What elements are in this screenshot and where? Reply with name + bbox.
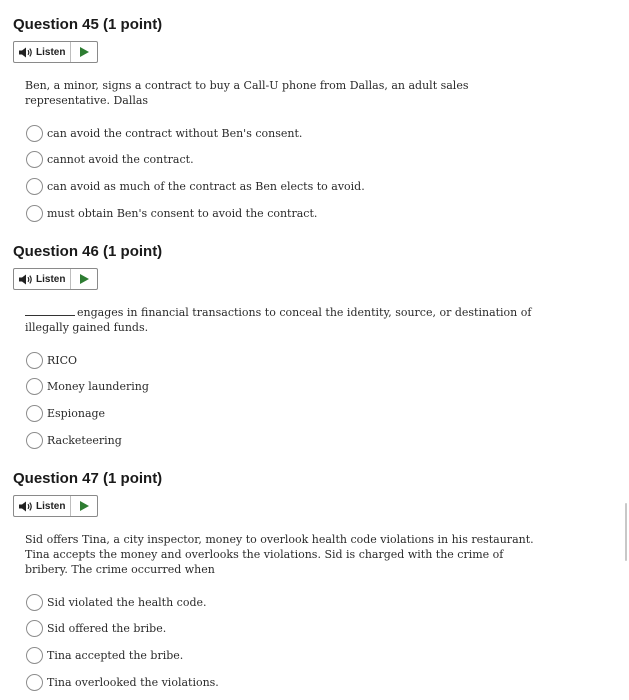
play-icon [80, 274, 89, 284]
radio-button[interactable] [26, 125, 43, 142]
answer-option[interactable] [26, 147, 613, 174]
question-text-wrapper [25, 305, 545, 335]
answer-option[interactable] [26, 427, 613, 454]
listen-label-area[interactable] [14, 42, 71, 62]
play-icon [80, 47, 89, 57]
question-text: Ben, a minor, signs a contract to buy a Call-U phone from Dallas, an adult sales representative. Dallas [25, 79, 469, 107]
listen-button[interactable] [13, 41, 98, 63]
answer-option[interactable] [26, 200, 613, 227]
answer-options [26, 589, 613, 695]
option-label: must obtain Ben's consent to avoid the contract. [47, 206, 318, 220]
answer-option[interactable] [26, 374, 613, 401]
question-number: Question 47 [13, 470, 99, 487]
radio-button[interactable] [26, 352, 43, 369]
answer-option[interactable] [26, 120, 613, 147]
listen-label-area[interactable] [14, 496, 71, 516]
scrollbar-thumb[interactable] [625, 503, 627, 561]
question-points: (1 point) [103, 16, 163, 33]
listen-label: Listen [36, 273, 66, 285]
listen-button[interactable] [13, 268, 98, 290]
question-title [13, 16, 613, 34]
answer-options [26, 347, 613, 453]
option-label: RICO [47, 353, 78, 367]
play-button[interactable] [71, 496, 97, 516]
question-points: (1 point) [103, 243, 163, 260]
answer-option[interactable] [26, 400, 613, 427]
answer-option[interactable] [26, 642, 613, 669]
listen-button[interactable] [13, 495, 98, 517]
option-label: Money laundering [47, 380, 149, 394]
answer-option[interactable] [26, 173, 613, 200]
option-label: Sid violated the health code. [47, 595, 207, 609]
option-label: cannot avoid the contract. [47, 153, 194, 167]
option-label: can avoid the contract without Ben's consent. [47, 126, 303, 140]
question-46 [13, 243, 613, 453]
question-points: (1 point) [103, 470, 163, 487]
answer-option[interactable] [26, 616, 613, 643]
option-label: Tina overlooked the violations. [47, 675, 219, 689]
radio-button[interactable] [26, 647, 43, 664]
speaker-icon [18, 501, 32, 512]
question-text: Sid offers Tina, a city inspector, money to overlook health code violations in his restaurant. Tina accepts the money and overlooks the violations. Sid is charged with the crime of bribery. The crime occurred when [25, 533, 534, 576]
option-label: Racketeering [47, 433, 122, 447]
question-title [13, 243, 613, 261]
question-title [13, 470, 613, 488]
radio-button[interactable] [26, 594, 43, 611]
fill-in-blank [25, 306, 75, 316]
question-45 [13, 16, 613, 226]
answer-option[interactable] [26, 669, 613, 696]
option-label: can avoid as much of the contract as Ben elects to avoid. [47, 179, 365, 193]
listen-label: Listen [36, 46, 66, 58]
speaker-icon [18, 47, 32, 58]
radio-button[interactable] [26, 405, 43, 422]
answer-options [26, 120, 613, 226]
radio-button[interactable] [26, 378, 43, 395]
radio-button[interactable] [26, 620, 43, 637]
listen-label: Listen [36, 500, 66, 512]
play-button[interactable] [71, 269, 97, 289]
radio-button[interactable] [26, 151, 43, 168]
radio-button[interactable] [26, 178, 43, 195]
option-label: Tina accepted the bribe. [47, 648, 184, 662]
question-number: Question 46 [13, 243, 99, 260]
radio-button[interactable] [26, 674, 43, 691]
radio-button[interactable] [26, 205, 43, 222]
option-label: Espionage [47, 406, 106, 420]
play-icon [80, 501, 89, 511]
play-button[interactable] [71, 42, 97, 62]
speaker-icon [18, 274, 32, 285]
option-label: Sid offered the bribe. [47, 622, 167, 636]
question-47 [13, 470, 613, 695]
radio-button[interactable] [26, 432, 43, 449]
answer-option[interactable] [26, 589, 613, 616]
question-number: Question 45 [13, 16, 99, 33]
answer-option[interactable] [26, 347, 613, 374]
listen-label-area[interactable] [14, 269, 71, 289]
question-text: engages in financial transactions to conceal the identity, source, or destination of illegally gained funds. [25, 306, 532, 334]
